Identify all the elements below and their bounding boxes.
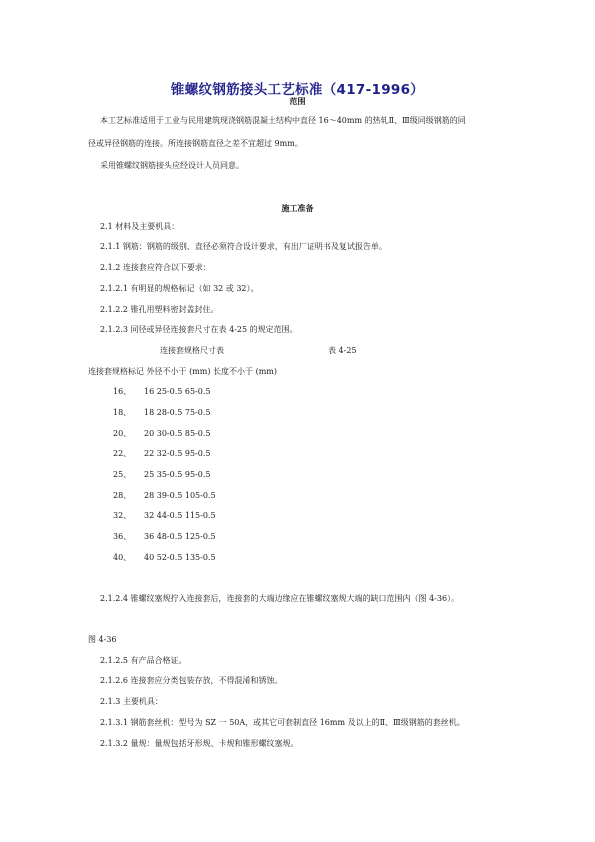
clause-2-1-2-2: 2.1.2.2 锥孔用塑料密封盖封住。 [100,305,219,314]
table-cell-mark: 18、 [113,408,132,417]
table-row [113,408,210,418]
table-cell-mark: 25、 [113,470,132,479]
section-heading-preparation: 施工准备 [281,203,314,213]
document-title: 锥螺纹钢筋接头工艺标准（417-1996） [170,82,425,98]
table-row [113,429,210,439]
table-caption: 连接套规格尺寸表 [160,346,224,355]
table-header: 连接套规格标记 外径不小于 (mm) 长度不小于 (mm) [88,367,277,376]
clause-2-1-3: 2.1.3 主要机具： [100,697,163,706]
table-row [113,511,216,521]
table-cell-mark: 36、 [113,532,132,541]
table-row [113,491,216,501]
table-cell-values: 20 30-0.5 85-0.5 [144,429,211,438]
section-heading-scope: 范围 [289,96,306,106]
table-cell-values: 22 32-0.5 95-0.5 [144,449,211,458]
scope-paragraph-2: 采用锥螺纹钢筋接头应经设计人员同意。 [100,161,244,170]
table-row [113,532,216,542]
clause-2-1-3-1: 2.1.3.1 钢筋套丝机：型号为 SZ 一 50A，或其它可套制直径 16mm 及以上的Ⅱ、Ⅲ级钢筋的套丝机。 [100,718,465,727]
figure-label: 图 4-36 [88,635,117,644]
table-cell-mark: 16、 [113,387,132,396]
table-row [113,553,216,563]
clause-2-1-2-1: 2.1.2.1 有明显的规格标记（如 32 或 32）。 [100,284,259,293]
clause-2-1-1: 2.1.1 钢筋：钢筋的级别、直径必须符合设计要求，有出厂证明书及复试报告单。 [100,242,387,251]
table-row [113,387,210,397]
scope-paragraph-line-2: 径或异径钢筋的连接。所连接钢筋直径之差不宜超过 9mm。 [88,139,303,148]
table-cell-mark: 40、 [113,553,132,562]
clause-2-1: 2.1 材料及主要机具： [100,222,180,231]
clause-2-1-2-4: 2.1.2.4 锥螺纹塞规拧入连接套后，连接套的大端边缘应在锥螺纹塞规大端的缺口范围内（图 4-36）。 [100,594,460,603]
table-cell-mark: 28、 [113,491,132,500]
clause-2-1-2: 2.1.2 连接套应符合以下要求： [100,263,211,272]
table-number: 表 4-25 [328,346,357,355]
table-cell-values: 40 52-0.5 135-0.5 [144,553,216,562]
table-cell-values: 28 39-0.5 105-0.5 [144,491,216,500]
table-cell-values: 25 35-0.5 95-0.5 [144,470,211,479]
table-row [113,449,210,459]
clause-2-1-3-2: 2.1.3.2 量规：量规包括牙形规、卡规和锥形螺纹塞规。 [100,739,299,748]
table-cell-values: 16 25-0.5 65-0.5 [144,387,211,396]
clause-2-1-2-3: 2.1.2.3 同径或异径连接套尺寸在表 4-25 的规定范围。 [100,325,298,334]
clause-2-1-2-6: 2.1.2.6 连接套应分类包装存放，不得混淆和锈蚀。 [100,676,283,685]
table-cell-values: 36 48-0.5 125-0.5 [144,532,216,541]
table-cell-mark: 32、 [113,511,132,520]
scope-paragraph-line-1: 本工艺标准适用于工业与民用建筑现浇钢筋混凝土结构中直径 16～40mm 的热轧Ⅱ、Ⅲ级同级钢筋的同 [100,116,466,125]
table-cell-mark: 20、 [113,429,132,438]
table-cell-values: 18 28-0.5 75-0.5 [144,408,211,417]
table-cell-mark: 22、 [113,449,132,458]
clause-2-1-2-5: 2.1.2.5 有产品合格证。 [100,656,187,665]
table-row [113,470,210,480]
table-cell-values: 32 44-0.5 115-0.5 [144,511,216,520]
